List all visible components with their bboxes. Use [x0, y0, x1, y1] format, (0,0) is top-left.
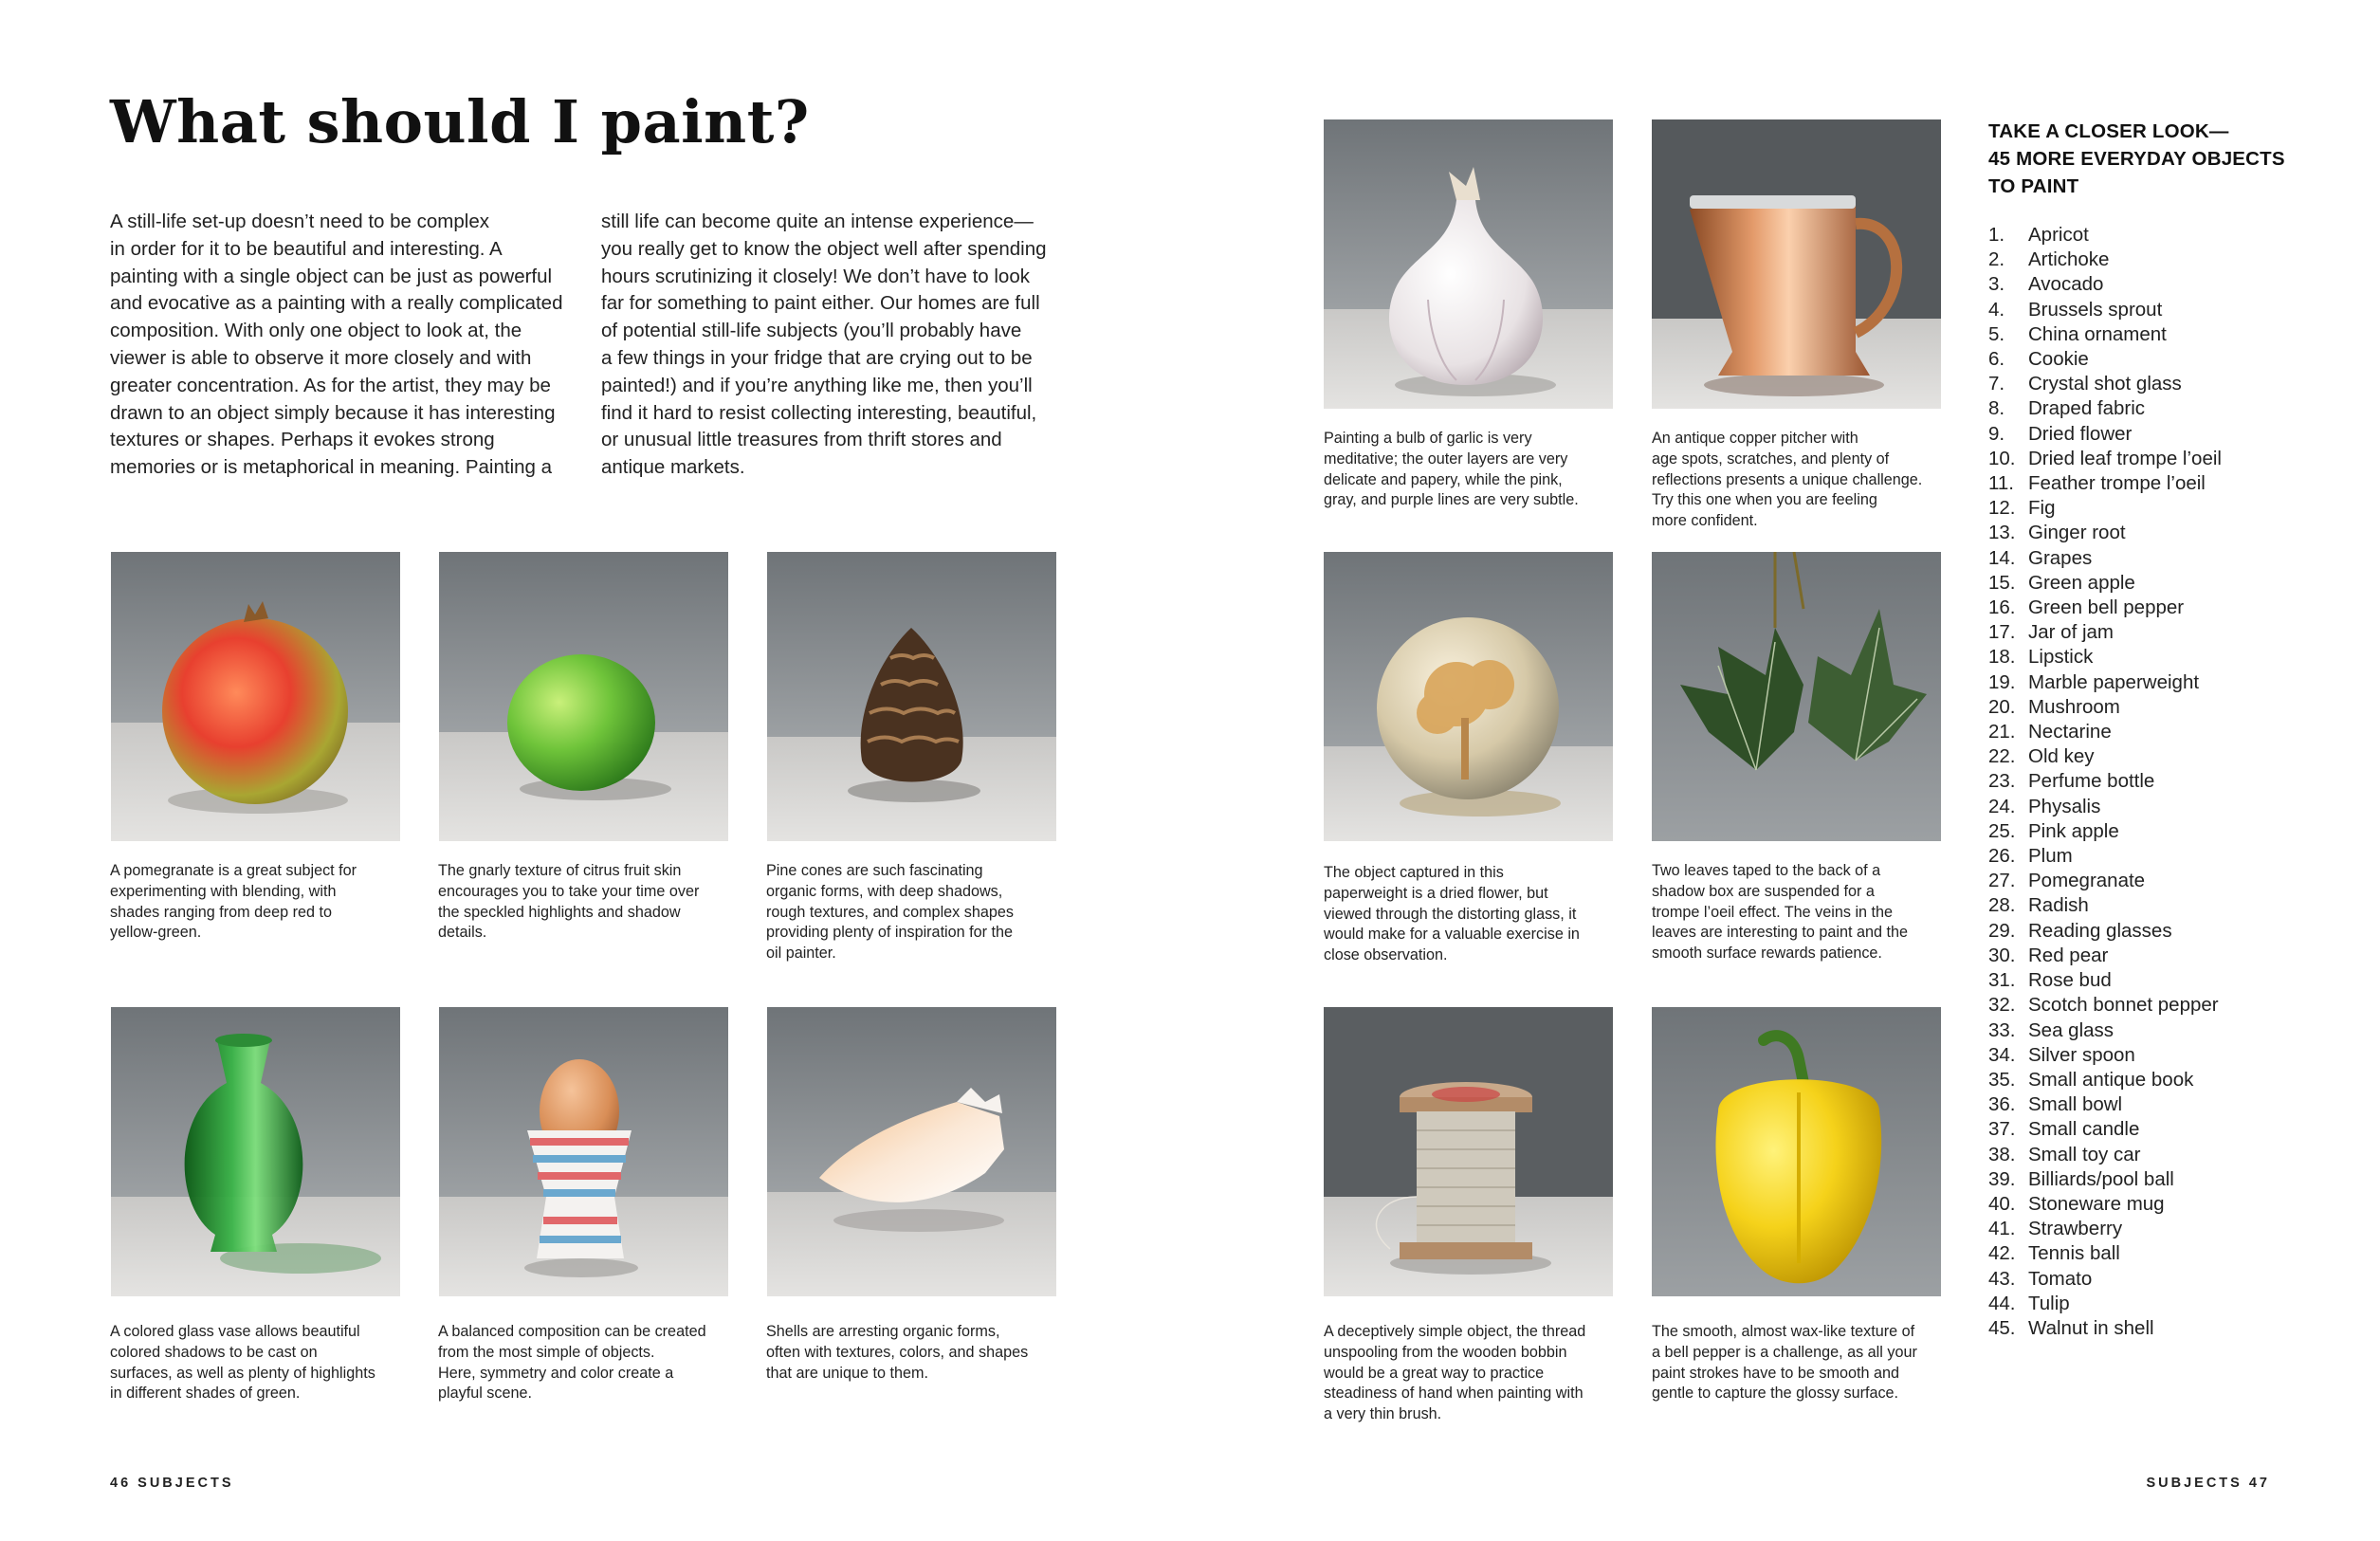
paperweight-caption: The object captured in this paperweight is a dried flower, but viewed through the distorting glass, it would make for a valuable exercise in close observation.	[1324, 864, 1580, 964]
object-list-item	[1988, 272, 2222, 297]
object-list-item	[1988, 968, 2222, 993]
copper-pitcher-caption: An antique copper pitcher with age spots, scratches, and plenty of reflections presents a unique challenge. Try this one when you are feeling more confident.	[1652, 430, 1923, 530]
lime-caption: The gnarly texture of citrus fruit skin encourages you to take your time over the speckled highlights and shadow details.	[438, 862, 700, 942]
list-item-number: 33.	[1988, 1018, 2016, 1041]
list-item-label: Avocado	[2028, 273, 2104, 296]
paperweight-photo	[1324, 552, 1613, 841]
object-list-item	[1988, 769, 2222, 794]
list-item-number: 10.	[1988, 447, 2016, 469]
object-list-item	[1988, 1292, 2222, 1316]
seashell-caption: Shells are arresting organic forms, often with textures, colors, and shapes that are unique to them.	[766, 1323, 1029, 1382]
object-list-item	[1988, 1018, 2222, 1043]
object-list-item	[1988, 521, 2222, 545]
list-item-number: 41.	[1988, 1218, 2016, 1240]
list-item-number: 6.	[1988, 348, 2005, 371]
left-folio: 46 SUBJECTS	[110, 1476, 234, 1491]
lime-photo	[439, 552, 728, 841]
list-item-number: 5.	[1988, 322, 2005, 345]
list-item-number: 8.	[1988, 397, 2005, 420]
copper-pitcher-photo	[1652, 119, 1941, 409]
list-item-number: 38.	[1988, 1143, 2016, 1165]
list-item-label: Nectarine	[2028, 721, 2112, 743]
object-list-item	[1988, 1241, 2222, 1266]
list-item-label: Crystal shot glass	[2028, 373, 2182, 395]
page-title: What should I paint?	[110, 87, 810, 156]
pine-cone-caption: Pine cones are such fascinating organic forms, with deep shadows, rough textures, and complex shapes providing plenty of inspiration for the oil painter.	[766, 862, 1014, 963]
list-item-number: 35.	[1988, 1068, 2016, 1091]
list-item-label: Mushroom	[2028, 695, 2120, 718]
ivy-leaves-photo	[1652, 552, 1941, 841]
list-item-number: 7.	[1988, 373, 2005, 395]
list-item-number: 29.	[1988, 919, 2016, 942]
object-list-heading: TAKE A CLOSER LOOK— 45 MORE EVERYDAY OBJECTS TO PAINT	[1988, 120, 2285, 197]
list-item-number: 36.	[1988, 1093, 2016, 1116]
list-item-number: 28.	[1988, 894, 2016, 917]
list-item-number: 26.	[1988, 845, 2016, 868]
list-item-label: Tomato	[2028, 1267, 2093, 1290]
object-list-item	[1988, 248, 2222, 272]
intro-column-1: A still-life set-up doesn’t need to be complex in order for it to be beautiful and interesting. A painting with a single object can be just as powerful and evocative as a painting with a really complicated composition. With only one object to look at, the viewer is able to observe it more closely and with greater concentration. As for the artist, they may be drawn to an object simply because it has interesting textures or shapes. Perhaps it evokes strong memories or is metaphorical in meaning. Painting a	[110, 211, 563, 479]
thread-spool-caption: A deceptively simple object, the thread unspooling from the wooden bobbin would be a great way to practice steadiness of hand when painting with a very thin brush.	[1324, 1323, 1586, 1423]
list-item-number: 19.	[1988, 670, 2016, 693]
list-item-number: 14.	[1988, 546, 2016, 569]
list-item-number: 37.	[1988, 1118, 2016, 1141]
seashell-photo	[767, 1007, 1056, 1296]
list-item-label: Plum	[2028, 845, 2073, 868]
list-item-number: 44.	[1988, 1292, 2016, 1314]
object-list-item	[1988, 571, 2222, 596]
list-item-number: 45.	[1988, 1316, 2016, 1339]
list-item-number: 1.	[1988, 224, 2005, 246]
list-item-label: Artichoke	[2028, 248, 2110, 271]
list-item-label: Small toy car	[2028, 1143, 2141, 1165]
object-list-item	[1988, 471, 2222, 496]
list-item-label: Brussels sprout	[2028, 298, 2163, 321]
list-item-number: 42.	[1988, 1242, 2016, 1265]
object-list-item	[1988, 447, 2222, 471]
glass-vase-photo	[111, 1007, 400, 1296]
list-item-number: 25.	[1988, 819, 2016, 842]
list-item-label: Jar of jam	[2028, 621, 2114, 644]
object-list-item	[1988, 322, 2222, 347]
list-item-label: China ornament	[2028, 322, 2167, 345]
object-list-item	[1988, 993, 2222, 1018]
list-item-number: 24.	[1988, 795, 2016, 817]
object-list-item	[1988, 645, 2222, 670]
object-list-item	[1988, 546, 2222, 571]
object-list-item	[1988, 1068, 2222, 1092]
list-item-label: Ginger root	[2028, 522, 2126, 544]
list-item-label: Grapes	[2028, 546, 2093, 569]
list-item-number: 22.	[1988, 745, 2016, 768]
object-list-item	[1988, 944, 2222, 968]
list-item-label: Billiards/pool ball	[2028, 1167, 2174, 1190]
list-item-number: 9.	[1988, 422, 2005, 445]
list-item-label: Marble paperweight	[2028, 670, 2200, 693]
list-item-label: Small antique book	[2028, 1068, 2194, 1091]
intro-column-2: still life can become quite an intense experience— you really get to know the object well after spending hours scrutinizing it closely! We don’t have to look far for something to paint either. Our homes are full of potential still-life subjects (you’ll probably have a few things in your fridge that are crying out to be painted!) and if you’re anything like me, then you’ll find it hard to resist collecting interesting, beautiful, or unusual little treasures from thrift stores and antique markets.	[601, 211, 1047, 479]
object-list-item	[1988, 919, 2222, 944]
object-list-item	[1988, 298, 2222, 322]
object-list-item	[1988, 670, 2222, 695]
right-folio: SUBJECTS 47	[2146, 1476, 2270, 1491]
pomegranate-photo	[111, 552, 400, 841]
object-list-item	[1988, 1217, 2222, 1241]
object-list-item	[1988, 869, 2222, 893]
list-item-number: 27.	[1988, 870, 2016, 892]
list-item-label: Dried flower	[2028, 422, 2133, 445]
list-item-label: Sea glass	[2028, 1018, 2115, 1041]
list-item-label: Lipstick	[2028, 646, 2094, 669]
list-item-label: Strawberry	[2028, 1218, 2123, 1240]
list-item-number: 31.	[1988, 969, 2016, 992]
object-list-item	[1988, 1316, 2222, 1341]
list-item-label: Tennis ball	[2028, 1242, 2120, 1265]
list-item-label: Feather trompe l’oeil	[2028, 472, 2206, 495]
list-item-label: Old key	[2028, 745, 2095, 768]
list-item-number: 16.	[1988, 596, 2016, 619]
object-list-item	[1988, 396, 2222, 421]
thread-spool-photo	[1324, 1007, 1613, 1296]
object-list-item	[1988, 347, 2222, 372]
list-item-label: Pink apple	[2028, 819, 2119, 842]
garlic-caption: Painting a bulb of garlic is very meditative; the outer layers are very delicate and papery, while the pink, gray, and purple lines are very subtle.	[1324, 430, 1579, 509]
pomegranate-caption: A pomegranate is a great subject for experimenting with blending, with shades ranging from deep red to yellow-green.	[110, 862, 357, 942]
list-item-number: 30.	[1988, 944, 2016, 966]
yellow-pepper-caption: The smooth, almost wax-like texture of a bell pepper is a challenge, as all your paint strokes have to be smooth and gentle to capture the glossy surface.	[1652, 1323, 1917, 1403]
object-list-item	[1988, 620, 2222, 645]
object-list-item	[1988, 695, 2222, 720]
list-item-label: Small bowl	[2028, 1093, 2123, 1116]
list-item-number: 3.	[1988, 273, 2005, 296]
list-item-number: 15.	[1988, 571, 2016, 594]
list-item-label: Silver spoon	[2028, 1043, 2135, 1066]
object-list-item	[1988, 372, 2222, 396]
list-item-number: 17.	[1988, 621, 2016, 644]
list-item-number: 12.	[1988, 497, 2016, 520]
object-list-item	[1988, 496, 2222, 521]
object-list-item	[1988, 1267, 2222, 1292]
object-list-item	[1988, 1043, 2222, 1068]
list-item-label: Walnut in shell	[2028, 1316, 2154, 1339]
list-item-number: 23.	[1988, 770, 2016, 793]
list-item-number: 20.	[1988, 695, 2016, 718]
object-list-item	[1988, 893, 2222, 918]
object-list-item	[1988, 422, 2222, 447]
list-item-number: 32.	[1988, 994, 2016, 1017]
object-list-item	[1988, 720, 2222, 744]
object-list-item	[1988, 819, 2222, 844]
list-item-label: Fig	[2028, 497, 2056, 520]
list-item-label: Cookie	[2028, 348, 2089, 371]
garlic-photo	[1324, 119, 1613, 409]
object-list-item	[1988, 596, 2222, 620]
object-list	[1988, 223, 2222, 1341]
object-list-item	[1988, 844, 2222, 869]
object-list-item	[1988, 1092, 2222, 1117]
object-list-item	[1988, 795, 2222, 819]
object-list-item	[1988, 1192, 2222, 1217]
list-item-number: 43.	[1988, 1267, 2016, 1290]
list-item-number: 13.	[1988, 522, 2016, 544]
list-item-label: Scotch bonnet pepper	[2028, 994, 2219, 1017]
object-list-item	[1988, 744, 2222, 769]
list-item-number: 40.	[1988, 1192, 2016, 1215]
list-item-label: Tulip	[2028, 1292, 2070, 1314]
list-item-number: 2.	[1988, 248, 2005, 271]
glass-vase-caption: A colored glass vase allows beautiful colored shadows to be cast on surfaces, as well as plenty of highlights in different shades of green.	[110, 1323, 375, 1403]
list-item-label: Small candle	[2028, 1118, 2140, 1141]
list-item-label: Green bell pepper	[2028, 596, 2185, 619]
list-item-number: 21.	[1988, 721, 2016, 743]
list-item-number: 11.	[1988, 472, 2014, 495]
list-item-label: Radish	[2028, 894, 2089, 917]
list-item-number: 39.	[1988, 1167, 2016, 1190]
egg-cup-photo	[439, 1007, 728, 1296]
list-item-label: Reading glasses	[2028, 919, 2172, 942]
list-item-label: Perfume bottle	[2028, 770, 2155, 793]
list-item-label: Red pear	[2028, 944, 2109, 966]
list-item-label: Dried leaf trompe l’oeil	[2028, 447, 2222, 469]
egg-cup-caption: A balanced composition can be created from the most simple of objects. Here, symmetry and color create a playful scene.	[438, 1323, 706, 1403]
list-item-label: Draped fabric	[2028, 397, 2146, 420]
list-item-label: Apricot	[2028, 224, 2089, 246]
object-list-item	[1988, 1143, 2222, 1167]
list-item-number: 34.	[1988, 1043, 2016, 1066]
object-list-item	[1988, 1167, 2222, 1192]
list-item-label: Rose bud	[2028, 969, 2112, 992]
list-item-number: 18.	[1988, 646, 2016, 669]
ivy-leaves-caption: Two leaves taped to the back of a shadow box are suspended for a trompe l’oeil effect. The veins in the leaves are interesting to paint and the smooth surface rewards patience.	[1652, 862, 1908, 963]
object-list-item	[1988, 223, 2222, 248]
object-list-item	[1988, 1117, 2222, 1142]
list-item-label: Physalis	[2028, 795, 2101, 817]
yellow-pepper-photo	[1652, 1007, 1941, 1296]
list-item-label: Stoneware mug	[2028, 1192, 2165, 1215]
list-item-label: Green apple	[2028, 571, 2135, 594]
list-item-number: 4.	[1988, 298, 2005, 321]
list-item-label: Pomegranate	[2028, 870, 2146, 892]
pine-cone-photo	[767, 552, 1056, 841]
